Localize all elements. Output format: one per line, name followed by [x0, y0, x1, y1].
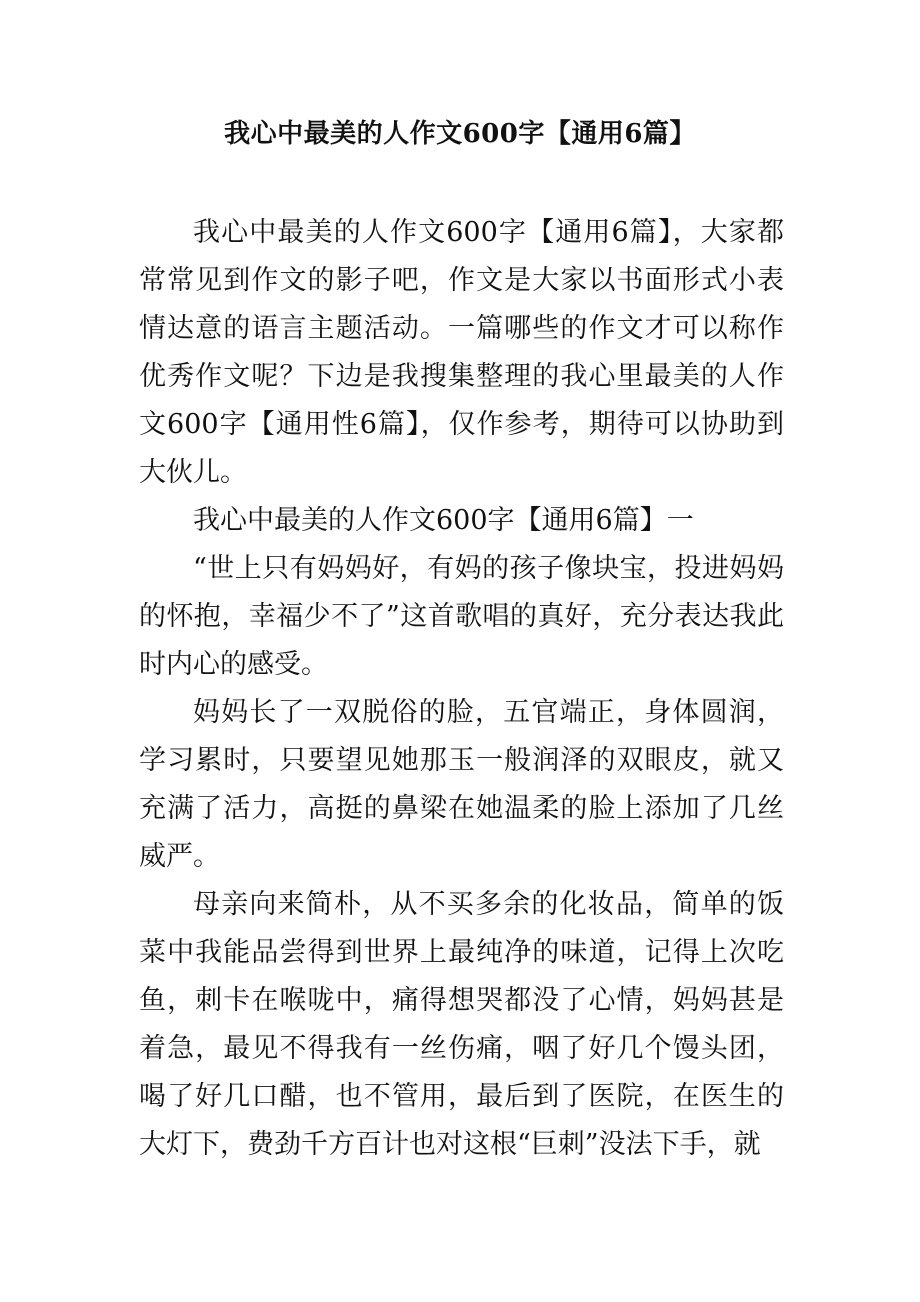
paragraph-appearance: 妈妈长了一双脱俗的脸，五官端正，身体圆润，学习累时，只要望见她那玉一般润泽的双眼皮，就又充满了活力，高挺的鼻梁在她温柔的脸上添加了几丝威严。 [139, 697, 784, 872]
paragraph-song: “世上只有妈妈好，有妈的孩子像块宝，投进妈妈的怀抱，幸福少不了”这首歌唱的真好，充分表达我此时内心的感受。 [139, 553, 784, 680]
paragraph-intro: 我心中最美的人作文600字【通用6篇】，大家都常常见到作文的影子吧，作文是大家以书面形式小表情达意的语言主题活动。一篇哪些的作文才可以称作优秀作文呢？下边是我搜集整理的我心里最美的人作文600字【通用性6篇】，仅作参考，期待可以协助到大伙儿。 [139, 217, 784, 488]
document-body [139, 209, 784, 1169]
paragraph-frugal: 母亲向来简朴，从不买多余的化妆品，简单的饭菜中我能品尝得到世界上最纯净的味道，记得上次吃鱼，刺卡在喉咙中，痛得想哭都没了心情，妈妈甚是着急，最见不得我有一丝伤痛，咽了好几个馒头团，喝了好几口醋，也不管用，最后到了医院，在医生的大灯下，费劲千方百计也对这根“巨刺”没法下手，就 [139, 889, 784, 1160]
paragraph-section-heading: 我心中最美的人作文600字【通用6篇】一 [193, 505, 694, 536]
document-title: 我心中最美的人作文600字【通用6篇】 [224, 119, 696, 149]
